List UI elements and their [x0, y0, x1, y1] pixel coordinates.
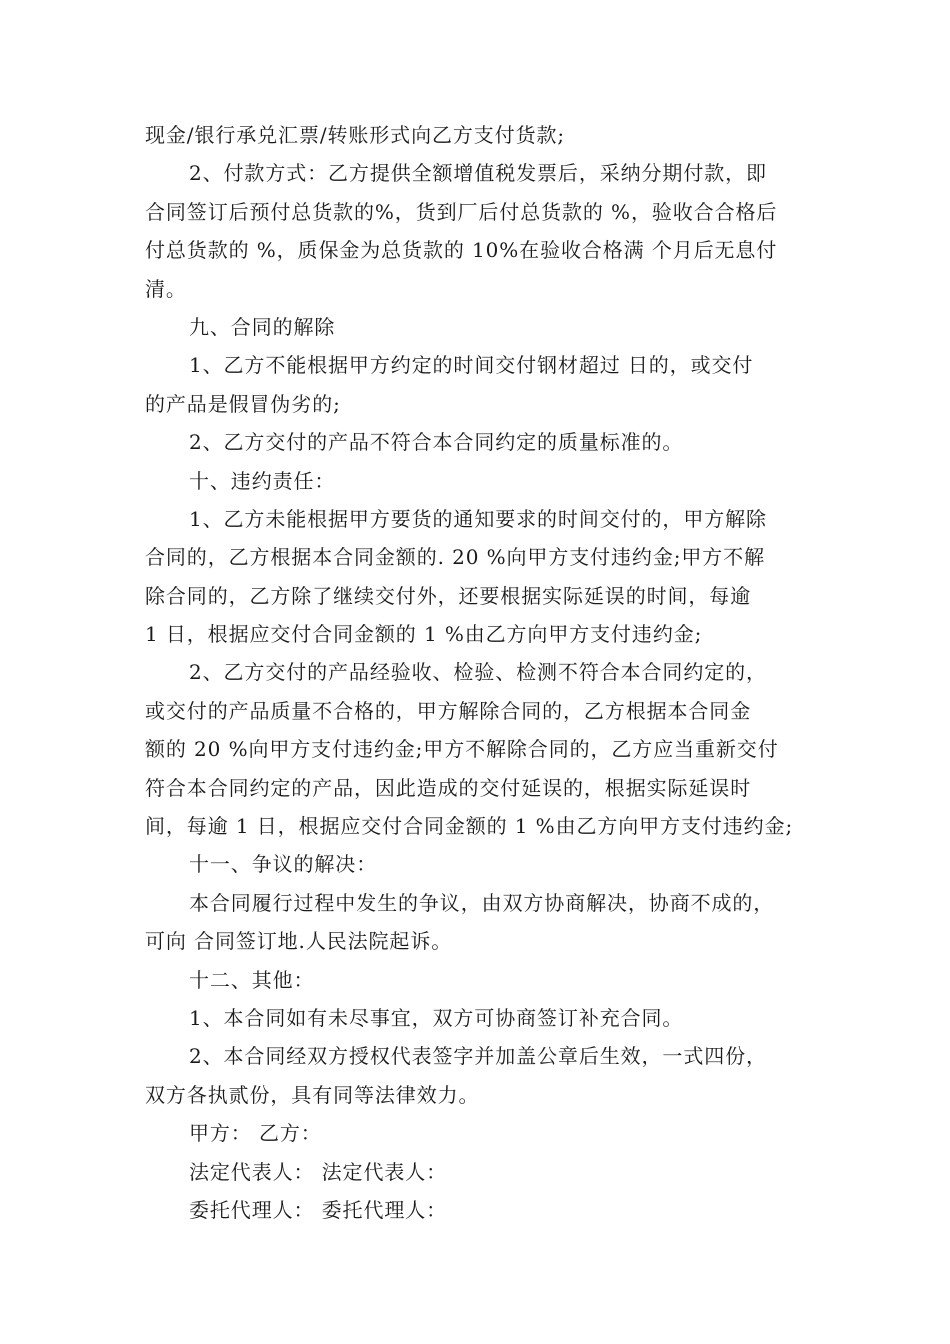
- text-line: 额的 20 %向甲方支付违约金;甲方不解除合同的，乙方应当重新交付: [145, 737, 779, 762]
- text-line: 的产品是假冒伪劣的;: [145, 391, 341, 416]
- text-line: 十一、争议的解决：: [189, 852, 378, 877]
- text-line: 甲方： 乙方：: [189, 1121, 322, 1146]
- text-line: 或交付的产品质量不合格的，甲方解除合同的，乙方根据本合同金: [145, 698, 752, 723]
- text-line: 间，每逾 1 日，根据应交付合同金额的 1 %由乙方向甲方支付违约金;: [145, 814, 794, 839]
- text-line: 1、乙方不能根据甲方约定的时间交付钢材超过 日的，或交付: [189, 353, 754, 378]
- text-line: 1、本合同如有未尽事宜，双方可协商签订补充合同。: [189, 1005, 684, 1030]
- text-line: 委托代理人： 委托代理人：: [189, 1197, 448, 1222]
- text-line: 2、本合同经双方授权代表签字并加盖公章后生效，一式四份，: [189, 1044, 767, 1069]
- text-line: 十二、其他：: [189, 967, 315, 992]
- document-body: [145, 116, 815, 1229]
- text-line: 符合本合同约定的产品，因此造成的交付延误的，根据实际延误时: [145, 775, 752, 800]
- text-line: 法定代表人： 法定代表人：: [189, 1159, 448, 1184]
- text-line: 2、付款方式：乙方提供全额增值税发票后，采纳分期付款，即: [189, 161, 767, 186]
- text-line: 1 日，根据应交付合同金额的 1 %由乙方向甲方支付违约金;: [145, 622, 703, 647]
- text-line: 清。: [145, 276, 187, 301]
- text-line: 2、乙方交付的产品经验收、检验、检测不符合本合同约定的，: [189, 660, 767, 685]
- text-line: 九、合同的解除: [189, 314, 336, 339]
- text-line: 付总货款的 %，质保金为总货款的 10%在验收合格满 个月后无息付: [145, 238, 778, 263]
- text-line: 十、违约责任：: [189, 468, 336, 493]
- text-line: 双方各执贰份，具有同等法律效力。: [145, 1082, 480, 1107]
- text-line: 合同的，乙方根据本合同金额的. 20 %向甲方支付违约金;甲方不解: [145, 545, 765, 570]
- text-line: 可向 合同签订地.人民法院起诉。: [145, 929, 453, 954]
- text-line: 现金/银行承兑汇票/转账形式向乙方支付货款;: [145, 123, 566, 147]
- text-line: 合同签订后预付总货款的%，货到厂后付总货款的 %，验收合合格后: [145, 199, 778, 224]
- text-line: 2、乙方交付的产品不符合本合同约定的质量标准的。: [189, 430, 684, 455]
- text-line: 除合同的，乙方除了继续交付外，还要根据实际延误的时间，每逾: [145, 583, 752, 608]
- text-line: 1、乙方未能根据甲方要货的通知要求的时间交付的，甲方解除: [189, 506, 767, 531]
- text-line: 本合同履行过程中发生的争议，由双方协商解决，协商不成的，: [189, 890, 775, 915]
